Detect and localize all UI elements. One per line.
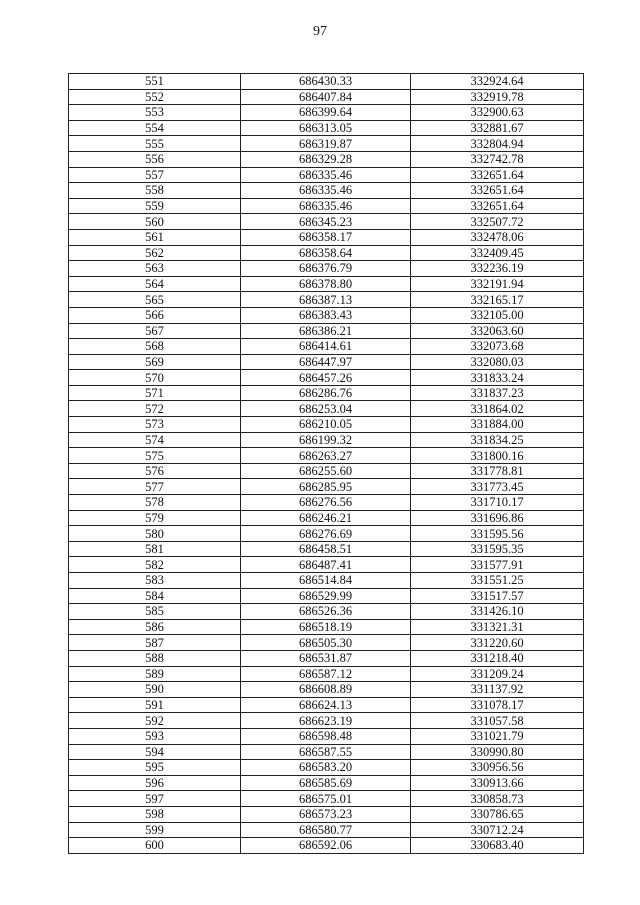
- table-row: [69, 588, 584, 604]
- x-coordinate-cell: 686447.97: [241, 354, 411, 370]
- point-number-cell: 595: [69, 760, 241, 776]
- x-coordinate-cell: 686313.05: [241, 120, 411, 136]
- table-row: [69, 120, 584, 136]
- table-row: [69, 744, 584, 760]
- point-number-cell: 570: [69, 370, 241, 386]
- x-coordinate-cell: 686575.01: [241, 791, 411, 807]
- point-number-cell: 572: [69, 401, 241, 417]
- table-row: [69, 432, 584, 448]
- table-row: [69, 448, 584, 464]
- x-coordinate-cell: 686598.48: [241, 728, 411, 744]
- point-number-cell: 560: [69, 214, 241, 230]
- x-coordinate-cell: 686358.17: [241, 229, 411, 245]
- y-coordinate-cell: 332507.72: [411, 214, 584, 230]
- x-coordinate-cell: 686253.04: [241, 401, 411, 417]
- y-coordinate-cell: 331321.31: [411, 619, 584, 635]
- x-coordinate-cell: 686276.56: [241, 495, 411, 511]
- point-number-cell: 558: [69, 183, 241, 199]
- table-row: [69, 650, 584, 666]
- table-row: [69, 292, 584, 308]
- point-number-cell: 574: [69, 432, 241, 448]
- y-coordinate-cell: 331426.10: [411, 604, 584, 620]
- point-number-cell: 584: [69, 588, 241, 604]
- y-coordinate-cell: 331595.56: [411, 526, 584, 542]
- table-row: [69, 183, 584, 199]
- x-coordinate-cell: 686573.23: [241, 806, 411, 822]
- table-row: [69, 526, 584, 542]
- y-coordinate-cell: 332924.64: [411, 74, 584, 90]
- table-row: [69, 229, 584, 245]
- point-number-cell: 568: [69, 339, 241, 355]
- table-row: [69, 775, 584, 791]
- table-row: [69, 151, 584, 167]
- x-coordinate-cell: 686399.64: [241, 105, 411, 121]
- x-coordinate-cell: 686529.99: [241, 588, 411, 604]
- x-coordinate-cell: 686263.27: [241, 448, 411, 464]
- y-coordinate-cell: 331209.24: [411, 666, 584, 682]
- point-number-cell: 581: [69, 541, 241, 557]
- y-coordinate-cell: 331884.00: [411, 417, 584, 433]
- y-coordinate-cell: 330786.65: [411, 806, 584, 822]
- point-number-cell: 569: [69, 354, 241, 370]
- x-coordinate-cell: 686329.28: [241, 151, 411, 167]
- x-coordinate-cell: 686430.33: [241, 74, 411, 90]
- point-number-cell: 561: [69, 229, 241, 245]
- x-coordinate-cell: 686487.41: [241, 557, 411, 573]
- table-row: [69, 697, 584, 713]
- table-row: [69, 354, 584, 370]
- y-coordinate-cell: 331778.81: [411, 463, 584, 479]
- point-number-cell: 592: [69, 713, 241, 729]
- x-coordinate-cell: 686414.61: [241, 339, 411, 355]
- x-coordinate-cell: 686345.23: [241, 214, 411, 230]
- y-coordinate-cell: 331800.16: [411, 448, 584, 464]
- y-coordinate-cell: 331834.25: [411, 432, 584, 448]
- point-number-cell: 600: [69, 838, 241, 854]
- table-row: [69, 619, 584, 635]
- x-coordinate-cell: 686457.26: [241, 370, 411, 386]
- table-row: [69, 635, 584, 651]
- x-coordinate-cell: 686531.87: [241, 650, 411, 666]
- table-row: [69, 370, 584, 386]
- x-coordinate-cell: 686376.79: [241, 261, 411, 277]
- point-number-cell: 589: [69, 666, 241, 682]
- y-coordinate-cell: 332881.67: [411, 120, 584, 136]
- coordinates-table-container: [68, 73, 584, 854]
- x-coordinate-cell: 686587.55: [241, 744, 411, 760]
- point-number-cell: 587: [69, 635, 241, 651]
- x-coordinate-cell: 686624.13: [241, 697, 411, 713]
- y-coordinate-cell: 330956.56: [411, 760, 584, 776]
- point-number-cell: 593: [69, 728, 241, 744]
- x-coordinate-cell: 686210.05: [241, 417, 411, 433]
- point-number-cell: 559: [69, 198, 241, 214]
- point-number-cell: 583: [69, 573, 241, 589]
- y-coordinate-cell: 331021.79: [411, 728, 584, 744]
- point-number-cell: 590: [69, 682, 241, 698]
- y-coordinate-cell: 331218.40: [411, 650, 584, 666]
- point-number-cell: 551: [69, 74, 241, 90]
- point-number-cell: 586: [69, 619, 241, 635]
- point-number-cell: 577: [69, 479, 241, 495]
- x-coordinate-cell: 686458.51: [241, 541, 411, 557]
- table-row: [69, 323, 584, 339]
- point-number-cell: 594: [69, 744, 241, 760]
- x-coordinate-cell: 686608.89: [241, 682, 411, 698]
- y-coordinate-cell: 330990.80: [411, 744, 584, 760]
- table-row: [69, 245, 584, 261]
- y-coordinate-cell: 331517.57: [411, 588, 584, 604]
- table-row: [69, 604, 584, 620]
- table-row: [69, 89, 584, 105]
- table-row: [69, 760, 584, 776]
- coordinates-table: [68, 73, 584, 854]
- point-number-cell: 576: [69, 463, 241, 479]
- point-number-cell: 563: [69, 261, 241, 277]
- x-coordinate-cell: 686335.46: [241, 167, 411, 183]
- x-coordinate-cell: 686592.06: [241, 838, 411, 854]
- y-coordinate-cell: 331710.17: [411, 495, 584, 511]
- x-coordinate-cell: 686514.84: [241, 573, 411, 589]
- x-coordinate-cell: 686387.13: [241, 292, 411, 308]
- point-number-cell: 554: [69, 120, 241, 136]
- y-coordinate-cell: 332651.64: [411, 167, 584, 183]
- y-coordinate-cell: 330683.40: [411, 838, 584, 854]
- table-row: [69, 666, 584, 682]
- table-row: [69, 806, 584, 822]
- table-row: [69, 713, 584, 729]
- point-number-cell: 591: [69, 697, 241, 713]
- y-coordinate-cell: 331551.25: [411, 573, 584, 589]
- table-row: [69, 557, 584, 573]
- table-row: [69, 510, 584, 526]
- y-coordinate-cell: 330712.24: [411, 822, 584, 838]
- x-coordinate-cell: 686386.21: [241, 323, 411, 339]
- x-coordinate-cell: 686286.76: [241, 385, 411, 401]
- point-number-cell: 579: [69, 510, 241, 526]
- y-coordinate-cell: 330858.73: [411, 791, 584, 807]
- table-row: [69, 495, 584, 511]
- point-number-cell: 598: [69, 806, 241, 822]
- table-row: [69, 417, 584, 433]
- table-row: [69, 276, 584, 292]
- x-coordinate-cell: 686526.36: [241, 604, 411, 620]
- y-coordinate-cell: 331057.58: [411, 713, 584, 729]
- x-coordinate-cell: 686199.32: [241, 432, 411, 448]
- table-row: [69, 728, 584, 744]
- y-coordinate-cell: 332478.06: [411, 229, 584, 245]
- x-coordinate-cell: 686335.46: [241, 183, 411, 199]
- x-coordinate-cell: 686407.84: [241, 89, 411, 105]
- y-coordinate-cell: 332080.03: [411, 354, 584, 370]
- y-coordinate-cell: 332651.64: [411, 198, 584, 214]
- y-coordinate-cell: 331595.35: [411, 541, 584, 557]
- y-coordinate-cell: 330913.66: [411, 775, 584, 791]
- point-number-cell: 556: [69, 151, 241, 167]
- x-coordinate-cell: 686383.43: [241, 307, 411, 323]
- table-row: [69, 838, 584, 854]
- point-number-cell: 596: [69, 775, 241, 791]
- point-number-cell: 585: [69, 604, 241, 620]
- table-row: [69, 307, 584, 323]
- y-coordinate-cell: 332804.94: [411, 136, 584, 152]
- point-number-cell: 566: [69, 307, 241, 323]
- x-coordinate-cell: 686583.20: [241, 760, 411, 776]
- point-number-cell: 562: [69, 245, 241, 261]
- y-coordinate-cell: 331696.86: [411, 510, 584, 526]
- y-coordinate-cell: 331864.02: [411, 401, 584, 417]
- x-coordinate-cell: 686246.21: [241, 510, 411, 526]
- table-row: [69, 463, 584, 479]
- x-coordinate-cell: 686623.19: [241, 713, 411, 729]
- y-coordinate-cell: 332919.78: [411, 89, 584, 105]
- table-row: [69, 167, 584, 183]
- table-row: [69, 105, 584, 121]
- table-row: [69, 541, 584, 557]
- table-row: [69, 822, 584, 838]
- page-number: 97: [313, 24, 327, 39]
- y-coordinate-cell: 332165.17: [411, 292, 584, 308]
- y-coordinate-cell: 332900.63: [411, 105, 584, 121]
- table-row: [69, 198, 584, 214]
- point-number-cell: 599: [69, 822, 241, 838]
- table-row: [69, 339, 584, 355]
- y-coordinate-cell: 331773.45: [411, 479, 584, 495]
- y-coordinate-cell: 331837.23: [411, 385, 584, 401]
- y-coordinate-cell: 332651.64: [411, 183, 584, 199]
- y-coordinate-cell: 332105.00: [411, 307, 584, 323]
- table-row: [69, 682, 584, 698]
- x-coordinate-cell: 686580.77: [241, 822, 411, 838]
- x-coordinate-cell: 686335.46: [241, 198, 411, 214]
- table-row: [69, 261, 584, 277]
- x-coordinate-cell: 686378.80: [241, 276, 411, 292]
- table-row: [69, 791, 584, 807]
- coordinates-table-body: [69, 74, 584, 854]
- table-row: [69, 401, 584, 417]
- point-number-cell: 575: [69, 448, 241, 464]
- point-number-cell: 557: [69, 167, 241, 183]
- y-coordinate-cell: 331078.17: [411, 697, 584, 713]
- x-coordinate-cell: 686255.60: [241, 463, 411, 479]
- point-number-cell: 565: [69, 292, 241, 308]
- point-number-cell: 573: [69, 417, 241, 433]
- y-coordinate-cell: 332236.19: [411, 261, 584, 277]
- point-number-cell: 580: [69, 526, 241, 542]
- y-coordinate-cell: 332191.94: [411, 276, 584, 292]
- point-number-cell: 555: [69, 136, 241, 152]
- point-number-cell: 564: [69, 276, 241, 292]
- point-number-cell: 552: [69, 89, 241, 105]
- y-coordinate-cell: 332742.78: [411, 151, 584, 167]
- y-coordinate-cell: 332409.45: [411, 245, 584, 261]
- y-coordinate-cell: 331220.60: [411, 635, 584, 651]
- y-coordinate-cell: 331137.92: [411, 682, 584, 698]
- table-row: [69, 385, 584, 401]
- point-number-cell: 567: [69, 323, 241, 339]
- point-number-cell: 571: [69, 385, 241, 401]
- point-number-cell: 578: [69, 495, 241, 511]
- x-coordinate-cell: 686585.69: [241, 775, 411, 791]
- point-number-cell: 582: [69, 557, 241, 573]
- y-coordinate-cell: 331833.24: [411, 370, 584, 386]
- point-number-cell: 588: [69, 650, 241, 666]
- x-coordinate-cell: 686285.95: [241, 479, 411, 495]
- y-coordinate-cell: 332063.60: [411, 323, 584, 339]
- x-coordinate-cell: 686276.69: [241, 526, 411, 542]
- x-coordinate-cell: 686319.87: [241, 136, 411, 152]
- y-coordinate-cell: 331577.91: [411, 557, 584, 573]
- table-row: [69, 479, 584, 495]
- table-row: [69, 136, 584, 152]
- x-coordinate-cell: 686505.30: [241, 635, 411, 651]
- point-number-cell: 597: [69, 791, 241, 807]
- x-coordinate-cell: 686587.12: [241, 666, 411, 682]
- x-coordinate-cell: 686358.64: [241, 245, 411, 261]
- point-number-cell: 553: [69, 105, 241, 121]
- y-coordinate-cell: 332073.68: [411, 339, 584, 355]
- table-row: [69, 573, 584, 589]
- x-coordinate-cell: 686518.19: [241, 619, 411, 635]
- table-row: [69, 74, 584, 90]
- table-row: [69, 214, 584, 230]
